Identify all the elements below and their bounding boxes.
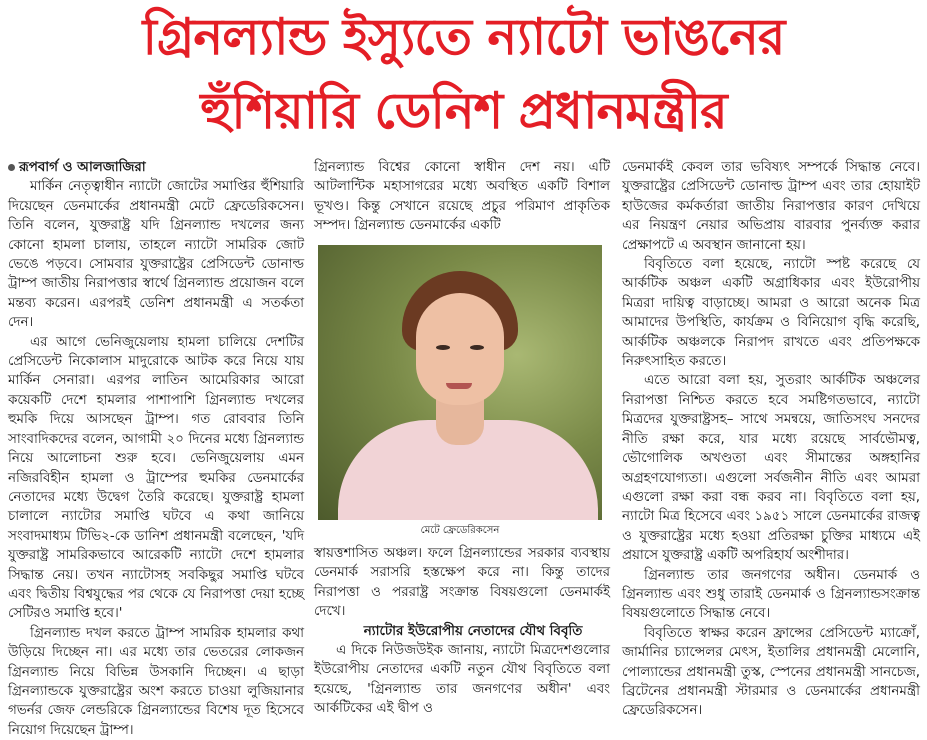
paragraph: মার্কিন নেতৃত্বাধীন ন্যাটো জোটের সমাপ্তির হুঁশিয়ারি দিয়েছেন ডেনমার্কের প্রধানমন্ত্রী মেটে ফ্রেডেরিকসেন। তিনি বলেন, যুক্তরাষ্ট্র যদি গ্রিনল্যান্ড দখলের জন্য কোনো হামলা চালায়, তাহলে ন্যাটো সামরিক জোট ভেঙে পড়বে। সোমবার যুক্তরাষ্ট্রের প্রেসিডেন্ট ডোনাল্ড ট্রাম্প জাতীয় নিরাপত্তার স্বার্থে গ্রিনল্যান্ড প্রয়োজন বলে মন্তব্য করেন। এরপরই ডেনিশ প্রধানমন্ত্রী এ সতর্কতা দেন। [8, 179, 304, 331]
photo-eye [470, 345, 484, 350]
article-column-2-top [314, 158, 610, 236]
paragraph: এ দিকে নিউজউইক জানায়, ন্যাটো মিত্রদেশগুলোর ইউরোপীয় নেতাদের একটি নতুন যৌথ বিবৃতিতে বলা হয়েছে, 'গ্রিনল্যান্ড তার জনগণের অধীন' এবং আর্কটিকের এই দ্বীপ ও [314, 643, 610, 717]
bullet-icon [8, 164, 15, 171]
paragraph: গ্রিনল্যান্ড দখল করতে ট্রাম্প সামরিক হামলার কথা উড়িয়ে দিচ্ছেন না। এর মধ্যে তার ভেতরের লোকজন গ্রিনল্যান্ড নিয়ে বিভিন্ন উসকানি দিচ্ছেন। এ ছাড়া গ্রিনল্যান্ডকে যুক্তরাষ্ট্রের অংশ করতে চাওয়া লুজিয়ানার গভর্নর জেফ লেন্ডরিকে গ্রিনল্যান্ডের বিশেষ দূত হিসেবে নিয়োগ দিয়েছেন ট্রাম্প। [8, 625, 304, 738]
paragraph: গ্রিনল্যান্ড তার জনগণের অধীন। ডেনমার্ক ও গ্রিনল্যান্ড এবং শুধু তারাই ডেনমার্ক ও গ্রিনল্যান্ডসংক্রান্ত বিষয়গুলোতে সিদ্ধান্ত নেবে। [622, 567, 920, 622]
byline-text: রূপবার্গ ও আলজাজিরা [19, 160, 146, 175]
subheading: ন্যাটোর ইউরোপীয় নেতাদের যৌথ বিবৃতি [363, 623, 583, 639]
photo-caption: মেটে ফ্রেডেরিকসেন [420, 525, 500, 536]
byline [8, 158, 304, 177]
portrait-photo [318, 245, 602, 520]
paragraph: ডেনমার্কই কেবল তার ভবিষ্যৎ সম্পর্কে সিদ্ধান্ত নেবে। যুক্তরাষ্ট্রের প্রেসিডেন্ট ডোনাল্ড ট্রাম্প এবং তার হোয়াইট হাউজের কর্মকর্তারা জাতীয় নিরাপত্তার কারণ দেখিয়ে এর নিয়ন্ত্রণ নেয়ার অভিপ্রায় বারবার পুনর্ব্যক্ত করার প্রেক্ষাপটে এ অবস্থান জানানো হয়। [622, 160, 920, 253]
photo-mouth [446, 383, 472, 389]
paragraph: এতে আরো বলা হয়, সুতরাং আর্কটিক অঞ্চলের নিরাপত্তা নিশ্চিত করতে হবে সমষ্টিগতভাবে, ন্যাটো মিত্রদের যুক্তরাষ্ট্রসহ– সাথে সমন্বয়ে, জাতিসংঘ সনদের নীতি রক্ষা করে, যার মধ্যে রয়েছে সার্বভৌমত্ব, ভৌগোলিক অখণ্ডতা এবং সীমান্তের অঙ্গহানির অগ্রহণযোগ্যতা। এগুলো সর্বজনীন নীতি এবং আমরা এগুলো রক্ষা করা বন্ধ করব না। বিবৃতিতে বলা হয়, ন্যাটো মিত্র হিসেবে এবং ১৯৫১ সালে ডেনমার্কের রাজত্ব ও যুক্তরাষ্ট্রের মধ্যে হওয়া প্রতিরক্ষা চুক্তির মাধ্যমে এই প্রয়াসে যুক্তরাষ্ট্র একটি অপরিহার্য অংশীদার। [622, 373, 920, 564]
article-column-1 [8, 158, 304, 740]
photo-eye [436, 345, 450, 350]
paragraph: বিবৃতিতে বলা হয়েছে, ন্যাটো স্পষ্ট করেছে যে আর্কটিক অঞ্চল একটি অগ্রাধিকার এবং ইউরোপীয় মিত্ররা দায়িত্ব বাড়াচ্ছে। আমরা ও আরো অনেক মিত্র আমাদের উপস্থিতি, কার্যক্রম ও বিনিয়োগ বৃদ্ধি করেছি, আর্কটিক অঞ্চলকে নিরাপদ রাখতে এবং প্রতিপক্ষকে নিরুৎসাহিত করতে। [622, 257, 920, 370]
article-column-3 [622, 158, 920, 721]
headline-line-2: হুঁশিয়ারি ডেনিশ প্রধানমন্ত্রীর [200, 82, 727, 140]
article-column-2-bottom [314, 544, 610, 719]
paragraph: স্বায়ত্তশাসিত অঞ্চল। ফলে গ্রিনল্যান্ডের সরকার ব্যবস্থায় ডেনমার্ক সরাসরি হস্তক্ষেপ করে না। কিন্তু তাদের নিরাপত্তা ও পররাষ্ট্র সংক্রান্ত বিষয়গুলো ডেনমার্কই দেখে। [314, 546, 610, 620]
headline-line-1: গ্রিনল্যান্ড ইস্যুতে ন্যাটো ভাঙনের [142, 8, 785, 66]
paragraph: গ্রিনল্যান্ড বিশ্বের কোনো স্বাধীন দেশ নয়। এটি আটলান্টিক মহাসাগরের মধ্যে অবস্থিত একটি বিশাল ভূখণ্ড। কিন্তু সেখানে রয়েছে প্রচুর পরিমাণ প্রাকৃতিক সম্পদ। গ্রিনল্যান্ড ডেনমার্কের একটি [314, 160, 610, 234]
paragraph: এর আগে ভেনিজুয়েলায় হামলা চালিয়ে দেশটির প্রেসিডেন্ট নিকোলাস মাদুরোকে আটক করে নিয়ে যায় মার্কিন সেনারা। এরপর লাতিন আমেরিকার আরো কয়েকটি দেশে হামলার পাশাপাশি গ্রিনল্যান্ড দখলের হুমকি দিয়ে আসছেন ট্রাম্প। গত রোববার তিনি সাংবাদিকদের বলেন, আগামী ২০ দিনের মধ্যে গ্রিনল্যান্ড নিয়ে আলোচনা শুরু হবে। ভেনিজুয়েলায় এমন নজিরবিহীন হামলা ও ট্রাম্পের হুমকির ডেনমার্কের নেতাদের মধ্যে উদ্বেগ তৈরি করেছে। যুক্তরাষ্ট্র হামলা চালালে ন্যাটোর সমাপ্তি ঘটবে এ কথা জানিয়ে সংবাদমাধ্যম টিভি২-কে ডানিশ প্রধানমন্ত্রী বলেছেন, 'যদি যুক্তরাষ্ট্র সামরিকভাবে আরেকটি ন্যাটো দেশে হামলার সিদ্ধান্ত নেয়। তখন ন্যাটোসহ সবকিছুর সমাপ্তি ঘটবে এবং দ্বিতীয় বিশ্বযুদ্ধের পর থেকে যে নিরাপত্তা দেয়া হচ্ছে সেটিরও সমাপ্তি হবে।' [8, 334, 304, 622]
paragraph: বিবৃতিতে স্বাক্ষর করেন ফ্রান্সের প্রেসিডেন্ট ম্যাক্রোঁ, জার্মানির চ্যান্সেলর মেৎস, ইতালির প্রধানমন্ত্রী মেলোনি, পোল্যান্ডের প্রধানমন্ত্রী তুস্ক, স্পেনের প্রধানমন্ত্রী সানচেজ, ব্রিটেনের প্রধানমন্ত্রী স্টারমার ও ডেনমার্কের প্রধানমন্ত্রী ফ্রেডেরিকসেন। [622, 625, 920, 719]
